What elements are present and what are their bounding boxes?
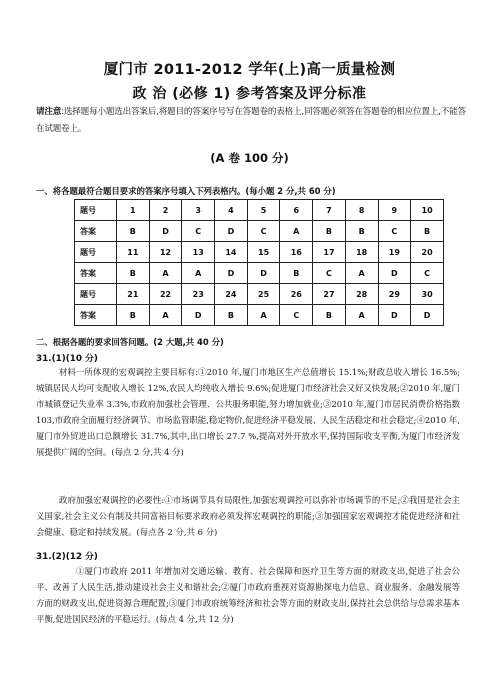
section-a-title: (A 卷 100 分) (210, 151, 289, 165)
answer-row (75, 305, 444, 326)
answer-cell: C (247, 221, 280, 242)
question-number-cell: 4 (215, 200, 248, 221)
answer-cell: B (117, 305, 150, 326)
question-number-cell: 13 (182, 242, 215, 263)
document-title: 厦门市 2011-2012 学年(上)高一质量检测 (103, 62, 396, 78)
answer-cell: A (149, 263, 182, 284)
question-number-cell: 19 (378, 242, 411, 263)
answer-cell: B (411, 221, 444, 242)
answer-cell: C (378, 221, 411, 242)
answer-cell: B (313, 305, 346, 326)
question-number-cell: 15 (247, 242, 280, 263)
question-number-cell: 18 (345, 242, 378, 263)
part2-heading: 二、根据各题的要求回答问题。(2 大题,共 40 分) (36, 337, 224, 347)
answer-cell: A (345, 263, 378, 284)
question-number-cell: 28 (345, 284, 378, 305)
question-number-cell: 8 (345, 200, 378, 221)
answer-cell: C (280, 305, 313, 326)
answer-cell: B (117, 263, 150, 284)
answer-cell: A (247, 305, 280, 326)
answer-cell: A (149, 305, 182, 326)
answer-row (75, 221, 444, 242)
answer-cell: B (280, 263, 313, 284)
notice-label: 请注意 (36, 107, 62, 117)
answer-cell: D (182, 305, 215, 326)
question-number-row (75, 200, 444, 221)
question-number-cell: 11 (117, 242, 150, 263)
answer-cell: B (313, 221, 346, 242)
question-number-cell: 9 (378, 200, 411, 221)
question-number-cell: 21 (117, 284, 150, 305)
answer-cell: D (215, 263, 248, 284)
question-number-label: 题号 (75, 284, 117, 305)
notice-text: :选择题每小题选出答案后,将题目的答案序号写在答题卷的表格上,同答题必须答在答题卷的相应位置上,不能答在试题卷上。 (36, 107, 466, 134)
part1-heading: 一、将各题最符合题目要求的答案序号填入下列表格内。(每小题 2 分,共 60 分) (36, 186, 336, 196)
answer-table (74, 199, 444, 326)
answer-cell: D (411, 305, 444, 326)
question-number-cell: 2 (149, 200, 182, 221)
answer-cell: C (313, 263, 346, 284)
question-31-1-label: 31.(1)(10 分) (36, 354, 98, 364)
question-number-cell: 3 (182, 200, 215, 221)
question-number-cell: 25 (247, 284, 280, 305)
question-number-row (75, 242, 444, 263)
answer-cell: D (215, 221, 248, 242)
question-number-cell: 16 (280, 242, 313, 263)
question-number-row (75, 284, 444, 305)
answer-cell: D (149, 221, 182, 242)
answer-cell: B (215, 305, 248, 326)
answer-cell: A (280, 221, 313, 242)
notice (36, 104, 466, 138)
question-number-cell: 17 (313, 242, 346, 263)
question-number-cell: 29 (378, 284, 411, 305)
question-number-label: 题号 (75, 242, 117, 263)
question-number-cell: 7 (313, 200, 346, 221)
answer-label: 答案 (75, 263, 117, 284)
answer-cell: D (378, 305, 411, 326)
answer-cell: B (117, 221, 150, 242)
question-number-cell: 1 (117, 200, 150, 221)
answer-row (75, 263, 444, 284)
question-number-cell: 24 (215, 284, 248, 305)
question-number-cell: 12 (149, 242, 182, 263)
question-number-cell: 30 (411, 284, 444, 305)
answer-cell: D (378, 263, 411, 284)
question-31-2-paragraph: ①厦门市政府 2011 年增加对交通运输、教育、社会保障和医疗卫生等方面的财政支出,促进了社会公平、改善了人民生活,推动建设社会主义和谐社会;②厦门市政府重视对资源勘探电力信息、商业服务、金融发展等方面的财政支出,促进资源合理配置;③厦门市政府统筹经济和社会等方面的财政支出,保持社会总供给与总需求基本平衡,促进国民经济的平稳运行。(每点 4 分,共 12 分) (36, 566, 460, 624)
question-number-cell: 10 (411, 200, 444, 221)
answer-cell: C (182, 221, 215, 242)
answer-cell: B (345, 221, 378, 242)
question-31-1-paragraph-1: 材料一所体现的宏观调控主要目标有:①2010 年,厦门市地区生产总值增长 15.1%;财政总收入增长 16.5%;城镇居民人均可支配收入增长 12%,农民人均纯收入增长 9.6%;促进厦门市经济社会又好又快发展;②2010 年,厦门市城镇登记失业率 3.3%,市政府加强社会管理、公共服务职能,努力增加就业;③2010 年,厦门市居民消费价格指数 103,市政府全面履行经济调节、市场监管职能,稳定物价,促进经济平稳发展、人民生活稳定和社会稳定;④2010 年,厦门市外贸进出口总额增长 31.7%,其中,出口增长 27.7 %,提高对外开放水平,保持国际收支平衡,为厦门市经济发展提供广阔的空间。(每点 2 分,共 4 分) (36, 367, 460, 457)
answer-cell: D (247, 263, 280, 284)
document-subtitle: 政 治 (必修 1) 参考答案及评分标准 (132, 86, 367, 102)
answer-label: 答案 (75, 221, 117, 242)
answer-cell: A (345, 305, 378, 326)
answer-label: 答案 (75, 305, 117, 326)
question-number-cell: 20 (411, 242, 444, 263)
question-number-cell: 23 (182, 284, 215, 305)
question-number-cell: 14 (215, 242, 248, 263)
answer-cell: A (182, 263, 215, 284)
question-number-cell: 27 (313, 284, 346, 305)
question-number-cell: 22 (149, 284, 182, 305)
question-31-2-label: 31.(2)(12 分) (36, 552, 98, 562)
question-number-cell: 5 (247, 200, 280, 221)
question-31-1-paragraph-2: 政府加强宏观调控的必要性:①市场调节具有局限性,加强宏观调控可以弥补市场调节的不足;②我国是社会主义国家,社会主义公有制及共同富裕目标要求政府必须发挥宏观调控的职能;③加强国家宏观调控才能促进经济和社会健康、稳定和持续发展。(每点各 2 分,共 6 分) (36, 495, 460, 537)
answer-cell: C (411, 263, 444, 284)
question-number-label: 题号 (75, 200, 117, 221)
question-number-cell: 6 (280, 200, 313, 221)
question-number-cell: 26 (280, 284, 313, 305)
